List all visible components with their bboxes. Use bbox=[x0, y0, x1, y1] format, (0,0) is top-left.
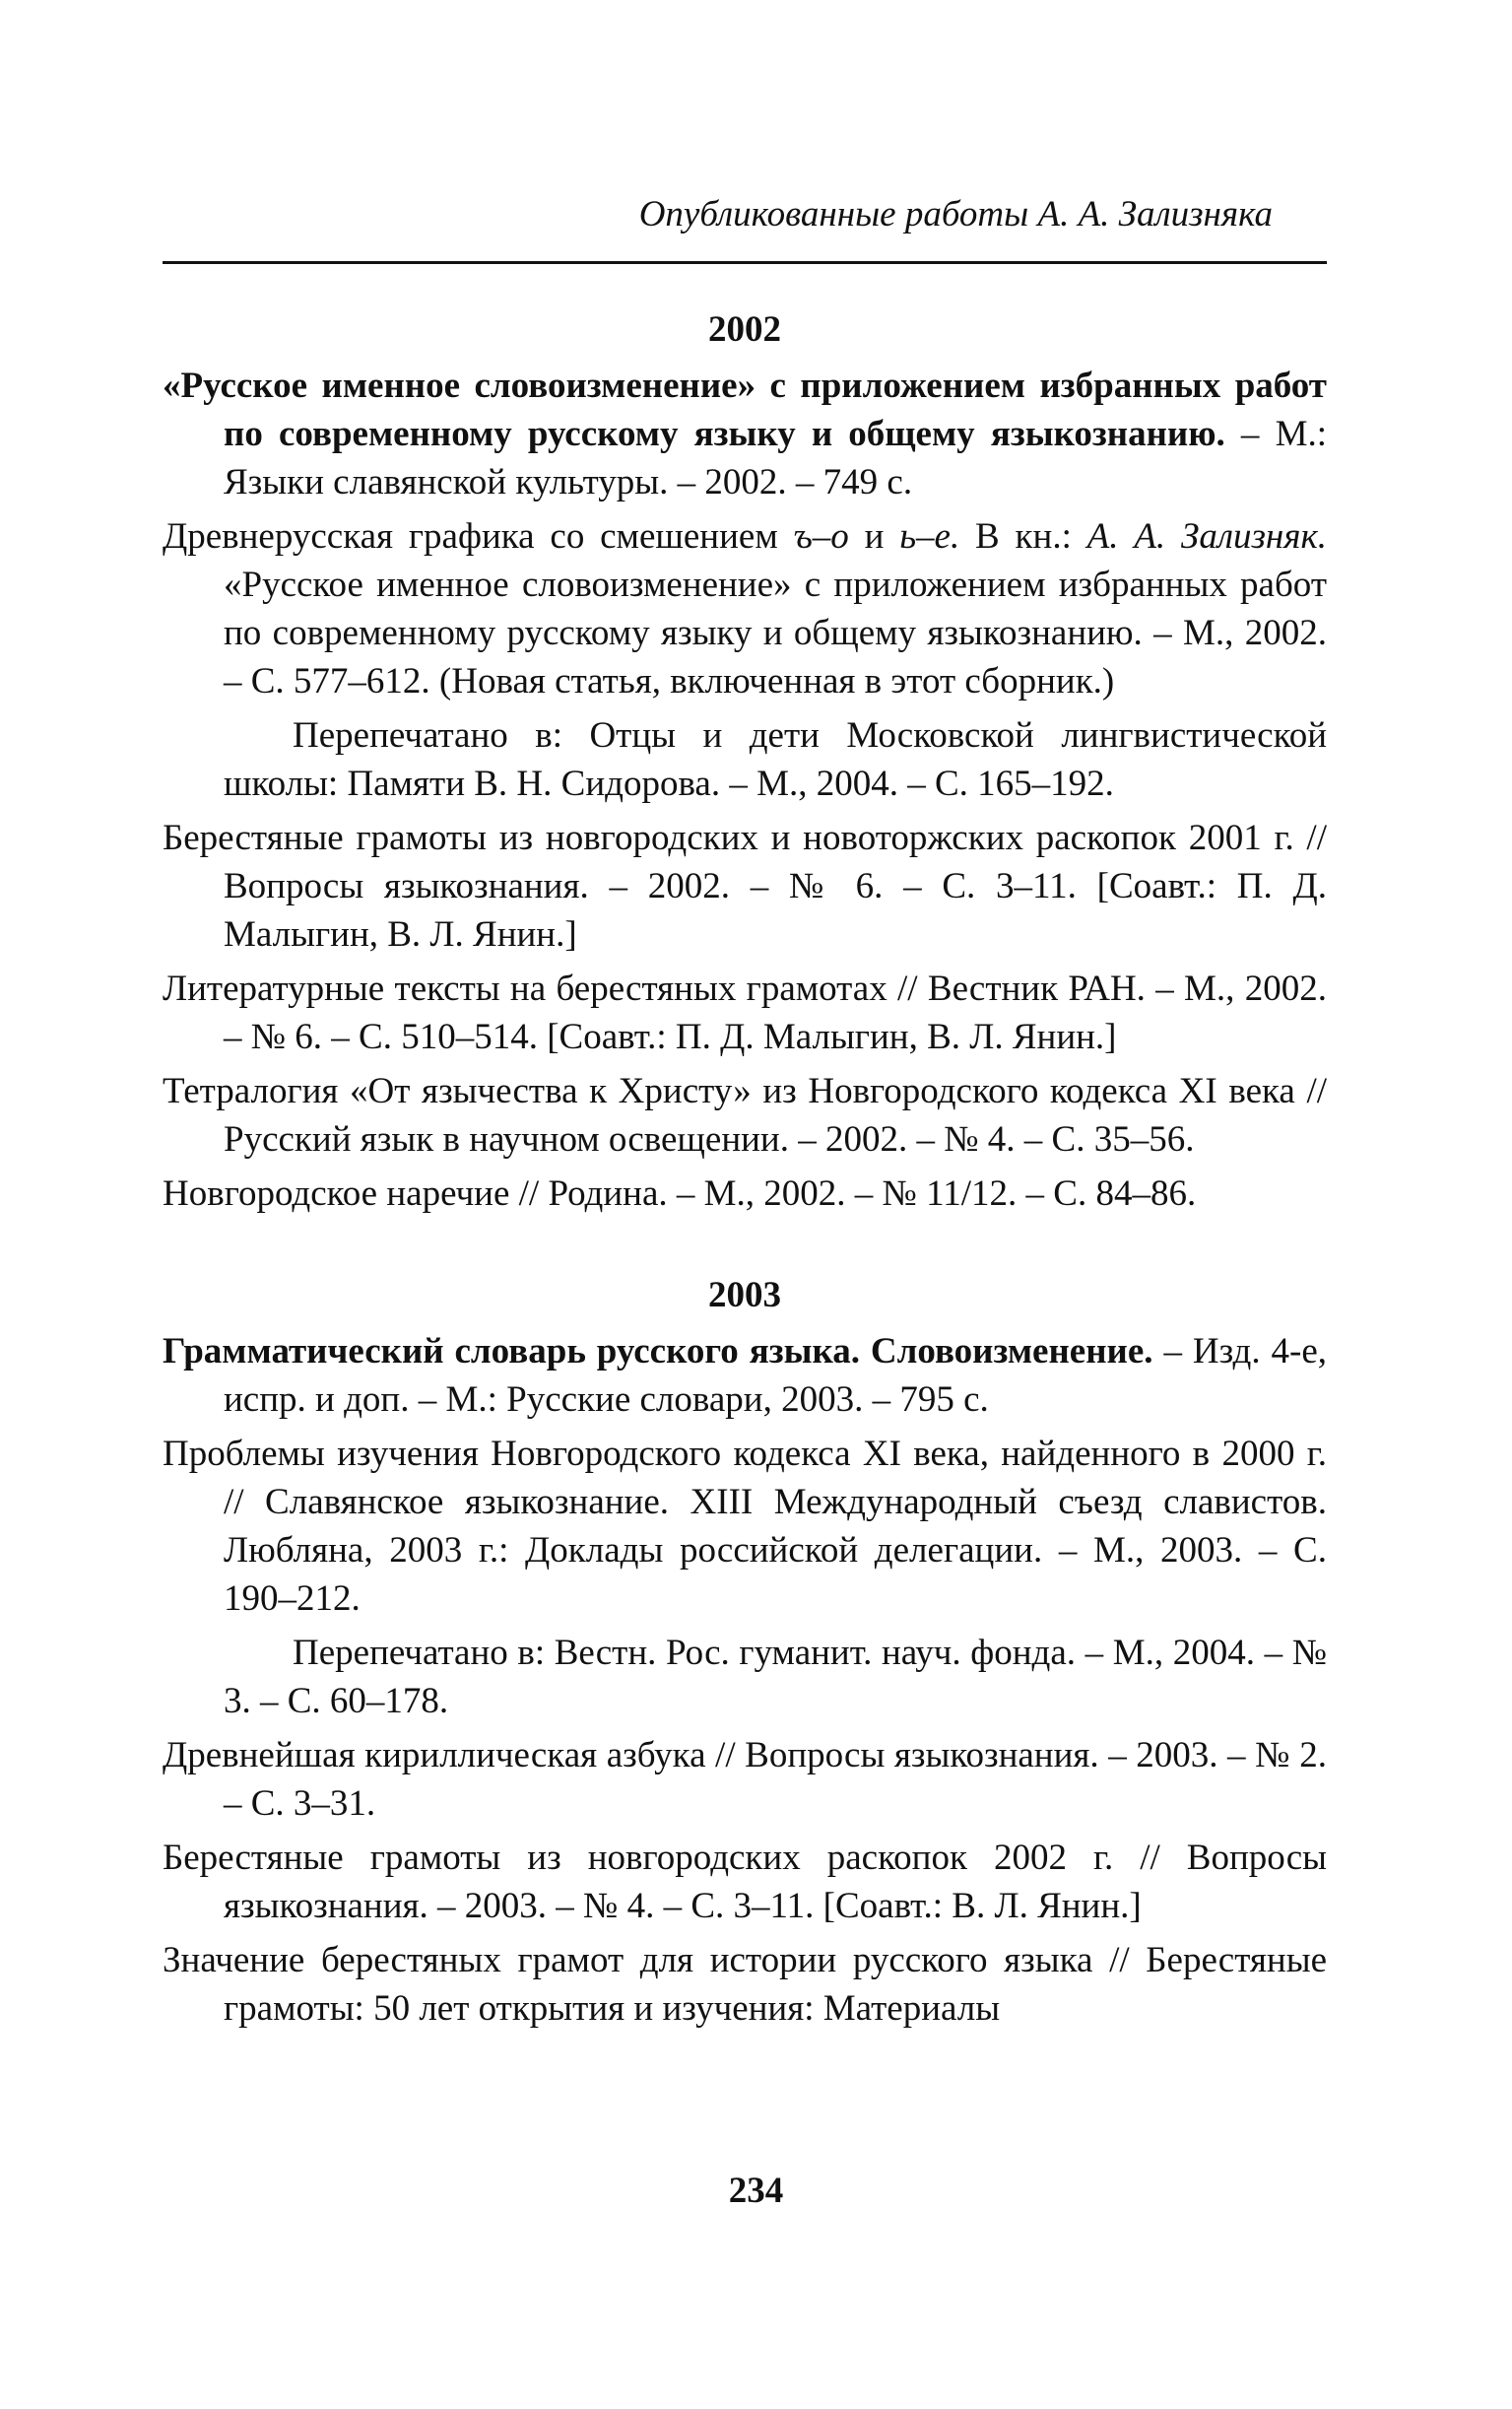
entry-title: Грамматический словарь русского языка. Словоизменение. bbox=[163, 1331, 1153, 1372]
bibliography-entry: Новгородское наречие // Родина. – М., 2002. – № 11/12. – С. 84–86. bbox=[163, 1173, 1197, 1214]
bibliography-entry: Значение берестяных грамот для истории русского языка // Берестяные грамоты: 50 лет открытия и изучения: Материалы bbox=[163, 1940, 1327, 2029]
bibliography-entry: Берестяные грамоты из новгородских и новоторжских раскопок 2001 г. // Вопросы языкознания. – 2002. – № 6. – С. 3–11. [Соавт.: П. Д. Малыгин, В. Л. Янин.] bbox=[163, 818, 1327, 955]
bibliography-content bbox=[163, 296, 1327, 2039]
bibliography-entry bbox=[163, 362, 1327, 506]
entry-author-italic: А. А. Зализняк. bbox=[1086, 516, 1327, 557]
bibliography-entry: Тетралогия «От язычества к Христу» из Новгородского кодекса XI века // Русский язык в научном освещении. – 2002. – № 4. – С. 35–56. bbox=[163, 1071, 1327, 1160]
entry-details: – Изд. 4-е, испр. и доп. – М.: Русские словари, 2003. – 795 с. bbox=[224, 1331, 1327, 1420]
bibliography-entry: Берестяные грамоты из новгородских раскопок 2002 г. // Вопросы языкознания. – 2003. – № 4. – С. 3–11. [Соавт.: В. Л. Янин.] bbox=[163, 1838, 1327, 1926]
header-rule bbox=[163, 261, 1327, 264]
reprint-note: Перепечатано в: Вестн. Рос. гуманит. науч. фонда. – М., 2004. – № 3. – С. 60–178. bbox=[224, 1633, 1327, 1721]
entry-details: – М.: Языки славянской культуры. – 2002. – 749 с. bbox=[224, 414, 1328, 502]
bibliography-entry bbox=[163, 1327, 1327, 1424]
year-heading: 2002 bbox=[708, 309, 781, 350]
entry-text: В кн.: bbox=[959, 516, 1087, 557]
entry-text: и bbox=[848, 516, 900, 557]
entry-text: «Русское именное словоизменение» с приложением избранных работ по современному русскому языку и общему языкознанию. – М., 2002. – С. 577–612. (Новая статья, включенная в этот сборник.) bbox=[224, 565, 1327, 702]
entry-italic: ь–е. bbox=[899, 516, 960, 557]
year-heading: 2003 bbox=[708, 1275, 781, 1315]
section-spacer bbox=[163, 1224, 1327, 1261]
entry-text: Древнерусская графика со смешением bbox=[163, 516, 794, 557]
bibliography-entry: Древнейшая кириллическая азбука // Вопросы языкознания. – 2003. – № 2. – С. 3–31. bbox=[163, 1735, 1327, 1824]
entry-italic: ъ–о bbox=[793, 516, 849, 557]
bibliography-entry: Литературные тексты на берестяных грамотах // Вестник РАН. – М., 2002. – № 6. – С. 510–514. [Соавт.: П. Д. Малыгин, В. Л. Янин.] bbox=[163, 969, 1327, 1057]
reprint-note: Перепечатано в: Отцы и дети Московской лингвистической школы: Памяти В. Н. Сидорова. – М., 2004. – С. 165–192. bbox=[224, 715, 1327, 804]
bibliography-entry: Проблемы изучения Новгородского кодекса XI века, найденного в 2000 г. // Славянское языкознание. XIII Международный съезд славистов. Любляна, 2003 г.: Доклады российской делегации. – М., 2003. – С. 190–212. bbox=[163, 1434, 1327, 1619]
page-number: 234 bbox=[728, 2171, 784, 2211]
running-header: Опубликованные работы А. А. Зализняка bbox=[638, 194, 1273, 234]
bibliography-entry bbox=[163, 512, 1327, 705]
entry-title: «Русское именное словоизменение» с приложением избранных работ по современному русскому языку и общему языкознанию. bbox=[163, 366, 1327, 454]
